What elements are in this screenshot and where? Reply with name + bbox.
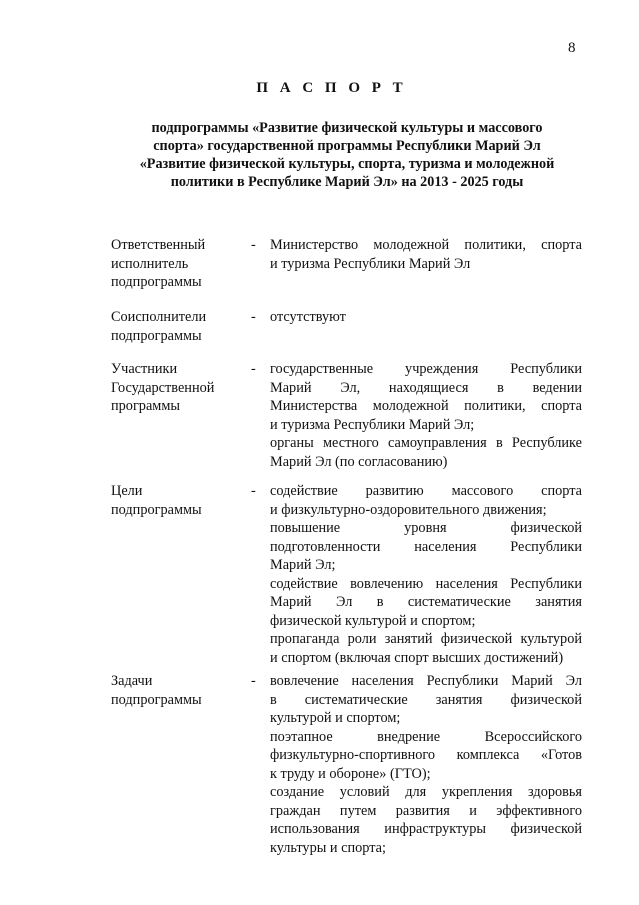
row-value-line: подготовленности населения Республики bbox=[270, 538, 582, 555]
row-value-line: органы местного самоуправления в Республике bbox=[270, 435, 582, 451]
row-dash: - bbox=[251, 673, 256, 689]
row-label-line: подпрограммы bbox=[111, 274, 202, 290]
row-value-line: к труду и обороне» (ГТО); bbox=[270, 765, 431, 782]
row-label-line: Участники bbox=[111, 361, 178, 377]
row-value bbox=[270, 482, 582, 667]
subtitle-line: спорта» государственной программы Республики Марий Эл bbox=[153, 138, 541, 154]
row-label-line: программы bbox=[111, 398, 181, 414]
row-label bbox=[111, 308, 251, 345]
row-label bbox=[111, 672, 251, 709]
row-value bbox=[270, 672, 582, 857]
row-value bbox=[270, 236, 582, 273]
row-value-line: поэтапное внедрение Всероссийского bbox=[270, 728, 582, 745]
row-value-line: содействие развитию массового спорта bbox=[270, 483, 582, 499]
row-value-line: и физкультурно-оздоровительного движения; bbox=[270, 501, 547, 518]
subtitle-line: подпрограммы «Развитие физической культуры и массового bbox=[151, 120, 543, 136]
document-subtitle bbox=[112, 119, 582, 191]
row-value-line: Марий Эл; bbox=[270, 557, 336, 573]
row-value-line: и спортом (включая спорт высших достижений) bbox=[270, 649, 564, 666]
row-label-line: Соисполнители bbox=[111, 309, 207, 325]
document-title: П А С П О Р Т bbox=[256, 80, 407, 96]
row-value-line: пропаганда роли занятий физической культурой bbox=[270, 631, 582, 647]
page-number: 8 bbox=[568, 40, 576, 56]
row-label-line: подпрограммы bbox=[111, 501, 202, 518]
row-value-line: и туризма Республики Марий Эл; bbox=[270, 416, 475, 433]
row-value-line: повышение уровня физической bbox=[270, 520, 582, 536]
subtitle-line: политики в Республике Марий Эл» на 2013 - 2025 годы bbox=[170, 174, 524, 190]
row-value-line: государственные учреждения Республики bbox=[270, 361, 582, 377]
row-dash: - bbox=[251, 483, 256, 499]
row-value-line: физкультурно-спортивного комплекса «Готов bbox=[270, 747, 582, 763]
row-value-line: культуры и спорта; bbox=[270, 839, 386, 856]
row-value-line: вовлечение населения Республики Марий Эл bbox=[270, 673, 582, 689]
row-label bbox=[111, 360, 251, 416]
row-dash: - bbox=[251, 361, 256, 377]
row-value-line: Министерство молодежной политики, спорта bbox=[270, 237, 582, 253]
row-label-line: подпрограммы bbox=[111, 327, 202, 344]
row-label-line: Государственной bbox=[111, 379, 215, 396]
row-value-line: физической культурой и спортом; bbox=[270, 612, 476, 629]
row-value-line: Марий Эл, находящиеся в ведении bbox=[270, 379, 582, 396]
row-value-line: культурой и спортом; bbox=[270, 710, 401, 726]
row-value-line: Марий Эл в систематические занятия bbox=[270, 594, 582, 610]
row-label bbox=[111, 482, 251, 519]
row-value-line: использования инфраструктуры физической bbox=[270, 821, 582, 837]
row-label-line: исполнитель bbox=[111, 255, 189, 272]
row-value-line: Марий Эл (по согласованию) bbox=[270, 453, 448, 470]
row-dash: - bbox=[251, 309, 256, 325]
row-value-line: отсутствуют bbox=[270, 309, 346, 325]
row-label-line: Задачи bbox=[111, 673, 153, 689]
row-value-line: содействие вовлечению населения Республики bbox=[270, 575, 582, 592]
row-label-line: подпрограммы bbox=[111, 691, 202, 708]
row-value-line: Министерства молодежной политики, спорта bbox=[270, 398, 582, 414]
row-value-line: граждан путем развития и эффективного bbox=[270, 802, 582, 819]
row-value bbox=[270, 308, 582, 327]
row-dash: - bbox=[251, 237, 256, 253]
row-value bbox=[270, 360, 582, 471]
row-label-line: Ответственный bbox=[111, 237, 206, 253]
row-label bbox=[111, 236, 251, 292]
row-label-line: Цели bbox=[111, 483, 143, 499]
row-value-line: и туризма Республики Марий Эл bbox=[270, 255, 471, 272]
subtitle-line: «Развитие физической культуры, спорта, туризма и молодежной bbox=[139, 156, 555, 172]
row-value-line: в систематические занятия физической bbox=[270, 691, 582, 708]
row-value-line: создание условий для укрепления здоровья bbox=[270, 784, 582, 800]
